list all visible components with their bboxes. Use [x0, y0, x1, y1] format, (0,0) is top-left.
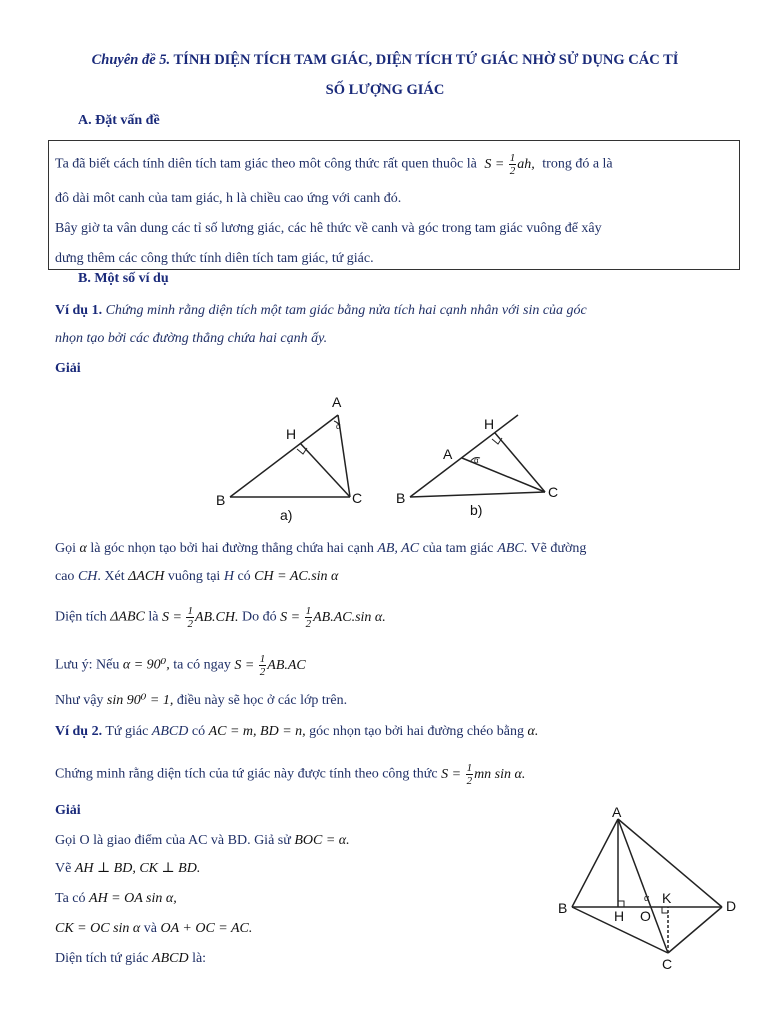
- body1-line1: [55, 540, 586, 558]
- t: . Xét: [97, 569, 125, 584]
- t: của tam giác: [422, 541, 494, 556]
- t: là:: [192, 951, 207, 966]
- example1-solution-heading: Giải: [55, 361, 81, 376]
- t: . Vẽ đường: [523, 541, 587, 556]
- fig2-label-k: K: [662, 890, 672, 906]
- t: Diện tích: [55, 609, 107, 625]
- example2-sol2: [55, 860, 200, 878]
- example2-label: Ví dụ 2.: [55, 724, 103, 739]
- t: điều này sẽ học ở các lớp trên.: [176, 693, 348, 708]
- formula-s-ab-ac-sin: S = $\frac{1}{2}$ AB.AC.sin α.: [280, 605, 386, 630]
- example1-line1: [55, 302, 587, 320]
- fig1-label-c: C: [352, 490, 363, 506]
- intro-line2: đô dài môt canh của tam giác, h là chiều cao ứng với canh đó.: [55, 191, 402, 206]
- example1-text1: Chứng minh rằng diện tích một tam giác bằng nửa tích hai cạnh nhân với sin của góc: [105, 303, 587, 318]
- fig1b-label-b: B: [396, 490, 406, 506]
- fig2-label-b: B: [558, 900, 568, 916]
- example2-line2: [55, 762, 525, 787]
- fig1-label-h: H: [286, 426, 297, 442]
- formula-s-ab-ac: S = $\frac{1}{2}$ AB.AC: [234, 653, 306, 678]
- fig2-label-a: A: [612, 805, 622, 820]
- t: Chứng minh rằng diện tích của tứ giác này được tính theo công thức: [55, 766, 438, 782]
- t: góc nhọn tạo bởi hai đường chéo bằng: [309, 724, 524, 739]
- t: Gọi O là giao điểm của AC và BD. Giả sử: [55, 833, 291, 848]
- t: là góc nhọn tạo bởi hai đường thẳng chứa hai cạnh: [90, 541, 374, 556]
- fig2-alpha: α: [644, 893, 650, 903]
- t: ABCD: [152, 951, 189, 966]
- t: cao: [55, 569, 75, 584]
- example2-sol3: [55, 890, 177, 908]
- t: CH: [77, 569, 98, 584]
- example2-sol5: [55, 950, 206, 968]
- example2-solution-heading: Giải: [55, 803, 81, 818]
- section-b-heading: B. Một số ví dụ: [78, 271, 169, 286]
- t: α = 90⁰,: [122, 657, 170, 673]
- page-title-line2: SỐ LƯỢNG GIÁC: [325, 82, 445, 98]
- fig1-alpha-b: α: [474, 456, 479, 465]
- t: ta có ngay: [173, 657, 231, 673]
- t: AH = OA sin α,: [89, 891, 177, 906]
- intro-text-a: Ta đã biết cách tính diên tích tam giác theo môt công thức rất quen thuôc là: [55, 156, 477, 172]
- t: có: [191, 724, 206, 739]
- example2-line1: [55, 723, 538, 741]
- fig1b-label-h: H: [484, 416, 495, 432]
- t: ΔACH: [128, 569, 165, 584]
- t: AH ⊥ BD, CK ⊥ BD.: [74, 861, 201, 876]
- fig1b-label-c: C: [548, 484, 559, 500]
- example1-line2: nhọn tạo bởi các đường thẳng chứa hai cạnh ấy.: [55, 331, 328, 346]
- alpha-symbol: α: [79, 541, 87, 556]
- t: CH = AC.sin α: [254, 569, 339, 584]
- intro-formula: S = $\frac{1}{2}$ ah,: [484, 152, 535, 177]
- t: Diện tích tứ giác: [55, 951, 149, 966]
- intro-text-b: trong đó a là: [542, 156, 613, 172]
- title-prefix: Chuyên đề 5.: [91, 52, 171, 68]
- body1-line4: [55, 653, 306, 678]
- title-line1: TÍNH DIỆN TÍCH TAM GIÁC, DIỆN TÍCH TỨ GIÁC NHỜ SỬ DỤNG CÁC TỈ: [173, 52, 679, 68]
- t: CK = OC sin α: [55, 921, 141, 936]
- t: vuông tại: [167, 569, 221, 584]
- example2-sol4: [55, 920, 252, 938]
- fig2-label-o: O: [640, 908, 651, 924]
- intro-line3: Bây giờ ta vân dung các tỉ số lương giác, các hê thức về canh và góc trong tam giác vuông để xây: [55, 221, 602, 236]
- t: AB, AC: [377, 541, 420, 556]
- fig1-label-b: B: [216, 492, 226, 508]
- t: ABC: [497, 541, 524, 556]
- formula-s-ab-ch: S = $\frac{1}{2}$ AB.CH.: [162, 605, 239, 630]
- t: ABCD: [151, 724, 189, 739]
- fig1-alpha-a: α: [336, 422, 341, 431]
- t: OA + OC = AC.: [160, 921, 253, 936]
- intro-line1: [55, 152, 613, 177]
- t: Như vậy: [55, 693, 104, 708]
- t: Ta có: [55, 891, 86, 906]
- t: AC = m, BD = n,: [208, 724, 306, 739]
- fig2-label-c: C: [662, 956, 673, 972]
- example1-label: Ví dụ 1.: [55, 303, 103, 318]
- t: Lưu ý: Nếu: [55, 657, 120, 673]
- body1-line3: [55, 605, 386, 630]
- t: có: [237, 569, 251, 584]
- body1-line2: [55, 568, 338, 586]
- body1-line5: [55, 692, 347, 710]
- fig2-label-h: H: [614, 908, 625, 924]
- t: và: [143, 921, 157, 936]
- intro-line4: dưng thêm các công thức tính diên tích tam giác, tứ giác.: [55, 251, 374, 266]
- fig1-label-a: A: [332, 394, 342, 410]
- figure-quadrilateral: [550, 805, 750, 975]
- fig2-label-d: D: [726, 898, 737, 914]
- t: α.: [527, 724, 539, 739]
- t: Do đó: [242, 609, 277, 625]
- example2-sol1: [55, 832, 350, 850]
- section-a-heading: A. Đặt vấn đề: [78, 113, 160, 128]
- t: BOC = α.: [294, 833, 350, 848]
- fig1b-label-a: A: [443, 446, 453, 462]
- t: Tứ giác: [105, 724, 149, 739]
- formula-s-mn-sin: S = $\frac{1}{2}$ mn sin α.: [441, 762, 526, 787]
- t: Vẽ: [55, 861, 72, 876]
- figure-triangles-ab: [200, 385, 580, 525]
- fig1-caption-b: b): [470, 502, 483, 518]
- t: sin 90⁰ = 1,: [106, 693, 174, 708]
- t: là: [148, 609, 159, 625]
- t: ΔABC: [110, 609, 145, 625]
- fig1-caption-a: a): [280, 507, 293, 523]
- page-title: [40, 52, 730, 69]
- t: Gọi: [55, 541, 76, 556]
- t: H: [223, 569, 234, 584]
